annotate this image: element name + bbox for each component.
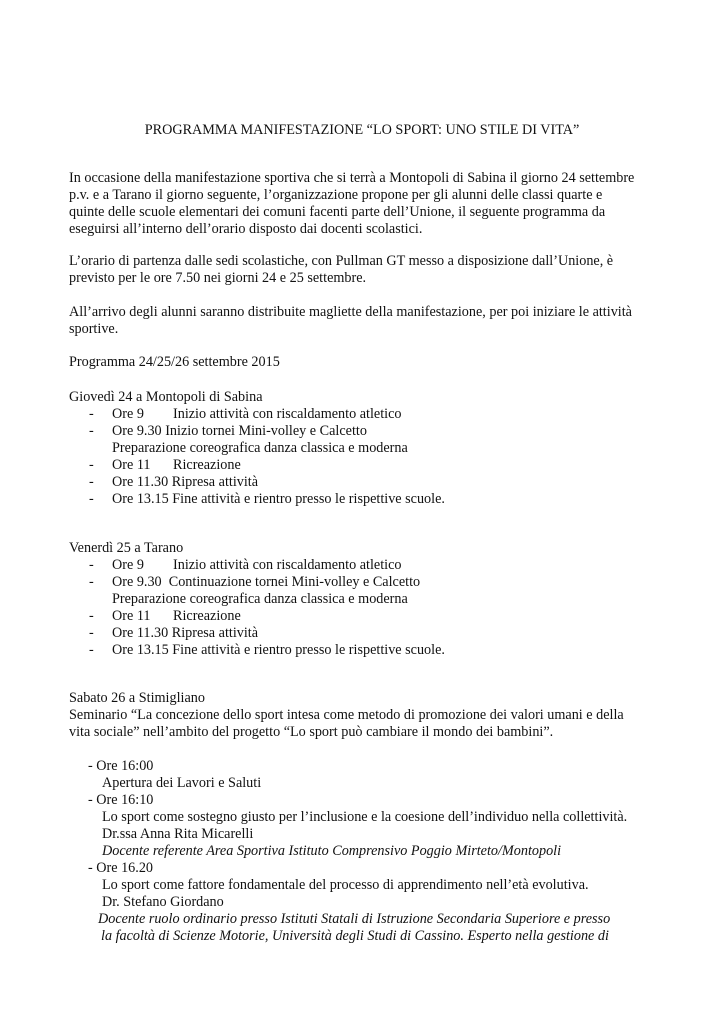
dash-bullet: - — [89, 608, 94, 624]
talk-speaker: Dr.ssa Anna Rita Micarelli — [102, 826, 254, 842]
day2-schedule — [69, 557, 689, 659]
item-time: Ore 11 — [112, 457, 151, 473]
item-text: Ripresa attività — [171, 625, 259, 641]
talk-speaker-role: la facoltà di Scienze Motorie, Università degli Studi di Cassino. Esperto nella gestione di — [101, 928, 609, 944]
day1-schedule — [69, 406, 689, 508]
text-line: quinte delle scuole elementari dei comuni facenti parte dell’Unione, il seguente programma da — [69, 204, 606, 220]
dash-bullet: - — [89, 625, 94, 641]
dash-bullet: - — [89, 457, 94, 473]
document-title: PROGRAMMA MANIFESTAZIONE “LO SPORT: UNO STILE DI VITA” — [144, 122, 580, 138]
item-time: Ore 11.30 — [112, 474, 169, 490]
text-line: In occasione della manifestazione sportiva che si terrà a Montopoli di Sabina il giorno 24 settembre — [69, 170, 635, 186]
item-time: Ore 9 — [112, 406, 144, 422]
seminar-talks — [88, 758, 688, 945]
item-text: Ripresa attività — [171, 474, 259, 490]
text-line: eseguirsi all’interno dell’orario disposto dai docenti scolastici. — [69, 221, 423, 237]
item-time: Ore 11 — [112, 608, 151, 624]
item-text: Continuazione tornei Mini-volley e Calcetto — [168, 574, 421, 590]
day3-section — [69, 690, 689, 741]
dash-bullet: - — [89, 642, 94, 658]
list-item — [69, 574, 689, 591]
text-line: L’orario di partenza dalle sedi scolastiche, con Pullman GT messo a disposizione dall’Unione, è — [69, 253, 614, 269]
arrival-paragraph — [69, 304, 669, 338]
program-dates: Programma 24/25/26 settembre 2015 — [69, 354, 280, 370]
talk-time: - Ore 16:10 — [88, 792, 154, 808]
talk-speaker-role: Docente ruolo ordinario presso Istituti Statali di Istruzione Secondaria Superiore e presso — [98, 911, 611, 927]
day1-section — [69, 389, 689, 508]
seminar-line: Seminario “La concezione dello sport intesa come metodo di promozione dei valori umani e della — [69, 707, 624, 723]
item-time: Ore 9.30 — [112, 423, 162, 439]
item-time: Ore 9 — [112, 557, 144, 573]
dash-bullet: - — [89, 406, 94, 422]
text-line: All’arrivo degli alunni saranno distribuite magliette della manifestazione, per poi iniziare le attività — [69, 304, 632, 320]
intro-paragraph — [69, 170, 669, 238]
day2-section — [69, 540, 689, 659]
item-text: Inizio attività con riscaldamento atletico — [173, 406, 402, 422]
list-item — [69, 457, 689, 474]
item-time: Ore 9.30 — [112, 574, 162, 590]
item-text: Inizio attività con riscaldamento atletico — [173, 557, 402, 573]
talk-title: Lo sport come fattore fondamentale del processo di apprendimento nell’età evolutiva. — [102, 877, 589, 893]
list-item-continuation: Preparazione coreografica danza classica e moderna — [112, 591, 408, 607]
dash-bullet: - — [89, 491, 94, 507]
dash-bullet: - — [89, 474, 94, 490]
list-item — [69, 423, 689, 440]
text-line: sportive. — [69, 321, 119, 337]
day3-heading: Sabato 26 a Stimigliano — [69, 690, 205, 706]
talk-title: Lo sport come sostegno giusto per l’inclusione e la coesione dell’individuo nella collettività. — [102, 809, 628, 825]
talk-time: - Ore 16:00 — [88, 758, 154, 774]
seminar-line: vita sociale” nell’ambito del progetto “Lo sport può cambiare il mondo dei bambini”. — [69, 724, 554, 740]
departure-paragraph — [69, 253, 669, 287]
list-item — [69, 557, 689, 574]
list-item — [69, 625, 689, 642]
item-text: Fine attività e rientro presso le rispettive scuole. — [172, 491, 445, 507]
day2-heading: Venerdì 25 a Tarano — [69, 540, 184, 556]
item-text: Ricreazione — [173, 608, 241, 624]
talk-speaker: Dr. Stefano Giordano — [102, 894, 224, 910]
list-item — [69, 642, 689, 659]
talk-time: - Ore 16.20 — [88, 860, 154, 876]
item-text: Fine attività e rientro presso le rispettive scuole. — [172, 642, 445, 658]
item-time: Ore 13.15 — [112, 642, 169, 658]
item-time: Ore 11.30 — [112, 625, 169, 641]
dash-bullet: - — [89, 557, 94, 573]
item-text: Ricreazione — [173, 457, 241, 473]
list-item — [69, 406, 689, 423]
dash-bullet: - — [89, 423, 94, 439]
day1-heading: Giovedì 24 a Montopoli di Sabina — [69, 389, 263, 405]
item-text: Inizio tornei Mini-volley e Calcetto — [165, 423, 367, 439]
talk-speaker-role: Docente referente Area Sportiva Istituto Comprensivo Poggio Mirteto/Montopoli — [102, 843, 562, 859]
item-time: Ore 13.15 — [112, 491, 169, 507]
dash-bullet: - — [89, 574, 94, 590]
list-item — [69, 474, 689, 491]
text-line: p.v. e a Tarano il giorno seguente, l’organizzazione propone per gli alunni delle classi quarte e — [69, 187, 603, 203]
list-item-continuation: Preparazione coreografica danza classica e moderna — [112, 440, 408, 456]
text-line: previsto per le ore 7.50 nei giorni 24 e 25 settembre. — [69, 270, 367, 286]
list-item — [69, 608, 689, 625]
talk-title: Apertura dei Lavori e Saluti — [102, 775, 262, 791]
list-item — [69, 491, 689, 508]
